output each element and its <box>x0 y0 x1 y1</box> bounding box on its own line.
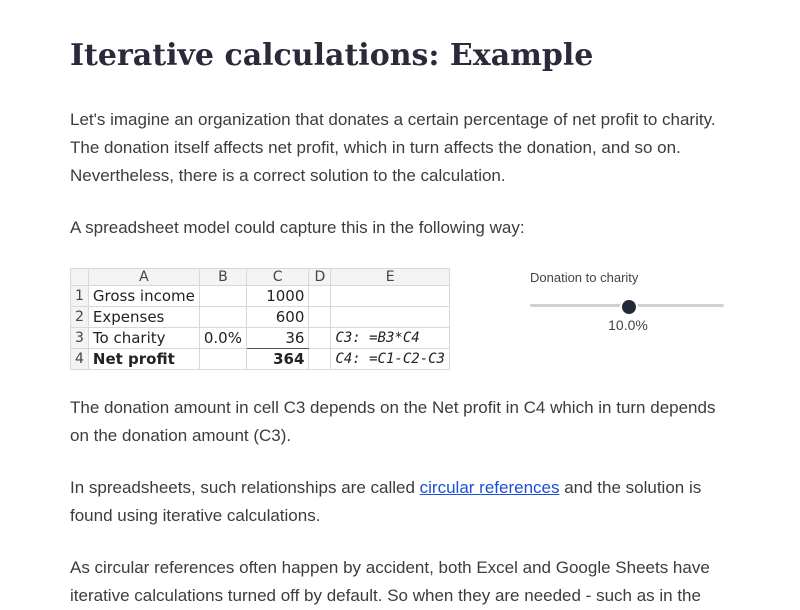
circular-text-after: and the solution is found using iterative calculations. <box>70 478 702 525</box>
column-header: E <box>331 269 450 286</box>
table-row <box>71 328 450 349</box>
table-row <box>71 307 450 328</box>
formula-note[interactable]: C4: =C1-C2-C3 <box>331 349 450 370</box>
cell[interactable] <box>199 349 246 370</box>
spreadsheet <box>70 268 450 370</box>
row-header: 2 <box>71 307 89 328</box>
cell[interactable] <box>199 286 246 307</box>
cell[interactable] <box>199 307 246 328</box>
cell[interactable]: 36 <box>246 328 308 349</box>
table-row <box>71 286 450 307</box>
row-header: 1 <box>71 286 89 307</box>
cell[interactable] <box>309 328 331 349</box>
cell[interactable]: To charity <box>88 328 199 349</box>
cell[interactable]: Net profit <box>88 349 199 370</box>
cell[interactable]: Gross income <box>88 286 199 307</box>
column-header: C <box>246 269 308 286</box>
cell[interactable] <box>309 286 331 307</box>
cell[interactable] <box>309 349 331 370</box>
cell[interactable]: 600 <box>246 307 308 328</box>
page-title: Iterative calculations: Example <box>70 38 594 73</box>
circular-text-before: In spreadsheets, such relationships are called <box>70 478 420 497</box>
column-header-row <box>71 269 450 286</box>
cell[interactable]: Expenses <box>88 307 199 328</box>
cell[interactable] <box>331 286 450 307</box>
corner-cell <box>71 269 89 286</box>
intro-paragraph: Let's imagine an organization that donates a certain percentage of net profit to charity. The donation itself affects net profit, which in turn affects the donation, and so on. Nevertheless, there is a correct solution to the calculation. <box>70 110 716 185</box>
circular-paragraph <box>70 474 730 530</box>
column-header: D <box>309 269 331 286</box>
circular-references-link[interactable]: circular references <box>419 478 560 497</box>
slider-label: Donation to charity <box>530 270 639 285</box>
slider-value: 10.0% <box>608 317 648 333</box>
formula-note[interactable]: C3: =B3*C4 <box>331 328 450 349</box>
excel-paragraph: As circular references often happen by accident, both Excel and Google Sheets have iterative calculations turned off by default. So when they are needed - such as in the <box>70 558 710 605</box>
cell[interactable] <box>331 307 450 328</box>
row-header: 3 <box>71 328 89 349</box>
column-header: A <box>88 269 199 286</box>
row-header: 4 <box>71 349 89 370</box>
table-row <box>71 349 450 370</box>
column-header: B <box>199 269 246 286</box>
cell[interactable]: 1000 <box>246 286 308 307</box>
cell[interactable]: 0.0% <box>199 328 246 349</box>
slider-thumb[interactable] <box>620 298 638 316</box>
cell[interactable]: 364 <box>246 349 308 370</box>
model-intro-paragraph: A spreadsheet model could capture this in the following way: <box>70 218 525 237</box>
cell[interactable] <box>309 307 331 328</box>
dependency-paragraph: The donation amount in cell C3 depends on the Net profit in C4 which in turn depends on the donation amount (C3). <box>70 398 716 445</box>
